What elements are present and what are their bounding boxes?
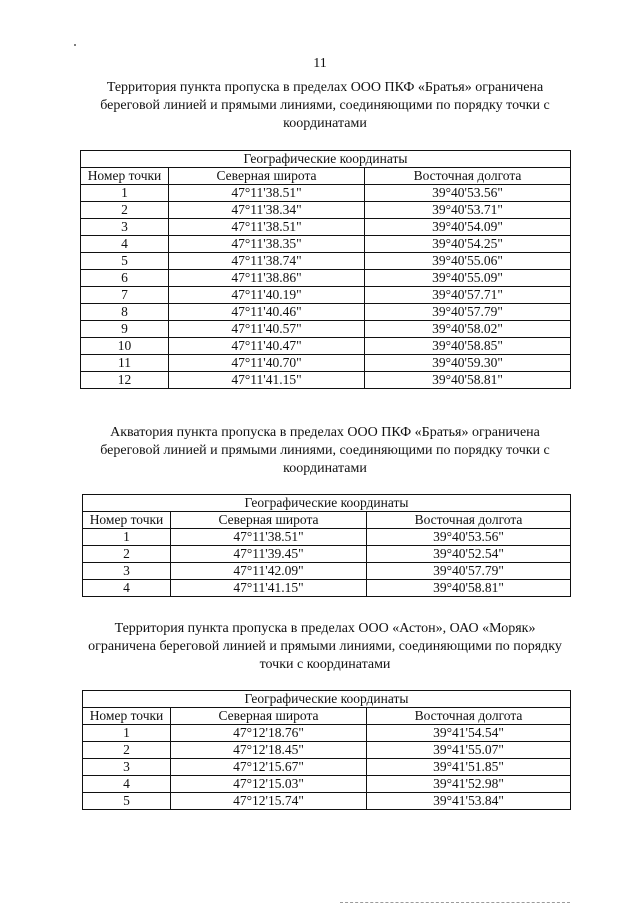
latitude-cell: 47°11'40.19" [169,287,365,304]
col-north-latitude: Северная широта [169,168,365,185]
longitude-cell: 39°41'51.85" [367,759,571,776]
longitude-cell: 39°41'52.98" [367,776,571,793]
table-row [83,529,571,546]
point-number-cell: 3 [81,219,169,236]
latitude-cell: 47°11'38.35" [169,236,365,253]
coordinates-table-2 [82,494,571,597]
caption-line: Акватория пункта пропуска в пределах ООО ПКФ «Братья» ограничена [110,425,540,440]
point-number-cell: 1 [83,725,171,742]
latitude-cell: 47°11'39.45" [171,546,367,563]
latitude-cell: 47°11'42.09" [171,563,367,580]
col-east-longitude: Восточная долгота [365,168,571,185]
latitude-cell: 47°11'40.47" [169,338,365,355]
point-number-cell: 4 [83,580,171,597]
geo-coordinates-header: Географические координаты [83,495,571,512]
latitude-cell: 47°11'40.57" [169,321,365,338]
longitude-cell: 39°40'58.81" [367,580,571,597]
latitude-cell: 47°11'38.86" [169,270,365,287]
caption-line: координатами [283,461,367,476]
point-number-cell: 6 [81,270,169,287]
col-north-latitude: Северная широта [171,512,367,529]
longitude-cell: 39°40'55.09" [365,270,571,287]
point-number-cell: 11 [81,355,169,372]
footer-dashed-rule [340,902,570,903]
table-row [83,725,571,742]
longitude-cell: 39°40'58.81" [365,372,571,389]
caption-line: координатами [283,116,367,131]
latitude-cell: 47°11'38.51" [171,529,367,546]
longitude-cell: 39°40'53.56" [365,185,571,202]
point-number-cell: 4 [81,236,169,253]
caption-line: береговой линией и прямыми линиями, соединяющими по порядку точки с [100,443,550,458]
page-number: 11 [313,56,327,71]
col-point-number: Номер точки [83,512,171,529]
point-number-cell: 10 [81,338,169,355]
coordinates-table-3 [82,690,571,810]
table-row [83,793,571,810]
latitude-cell: 47°11'38.51" [169,185,365,202]
table-row [83,759,571,776]
table-row [81,185,571,202]
longitude-cell: 39°40'55.06" [365,253,571,270]
longitude-cell: 39°41'54.54" [367,725,571,742]
caption-line: ограничена береговой линией и прямыми линиями, соединяющими по порядку [88,639,562,654]
latitude-cell: 47°11'38.74" [169,253,365,270]
longitude-cell: 39°40'54.25" [365,236,571,253]
geo-coordinates-header: Географические координаты [81,151,571,168]
point-number-cell: 5 [81,253,169,270]
latitude-cell: 47°12'18.76" [171,725,367,742]
latitude-cell: 47°11'40.46" [169,304,365,321]
scan-speck [74,44,76,46]
longitude-cell: 39°40'57.71" [365,287,571,304]
table-row [83,580,571,597]
point-number-cell: 1 [83,529,171,546]
point-number-cell: 5 [83,793,171,810]
point-number-cell: 7 [81,287,169,304]
point-number-cell: 8 [81,304,169,321]
table-row [83,776,571,793]
longitude-cell: 39°41'55.07" [367,742,571,759]
point-number-cell: 1 [81,185,169,202]
table-row [81,321,571,338]
longitude-cell: 39°40'57.79" [365,304,571,321]
latitude-cell: 47°11'40.70" [169,355,365,372]
point-number-cell: 2 [83,546,171,563]
col-point-number: Номер точки [81,168,169,185]
col-north-latitude: Северная широта [171,708,367,725]
longitude-cell: 39°40'53.71" [365,202,571,219]
point-number-cell: 2 [81,202,169,219]
longitude-cell: 39°40'59.30" [365,355,571,372]
section-1-caption [80,79,570,133]
longitude-cell: 39°40'58.85" [365,338,571,355]
latitude-cell: 47°12'15.03" [171,776,367,793]
table-row [81,338,571,355]
table-row [83,546,571,563]
latitude-cell: 47°11'38.34" [169,202,365,219]
geo-coordinates-header: Географические координаты [83,691,571,708]
caption-line: точки с координатами [259,657,391,672]
table-row [81,219,571,236]
point-number-cell: 12 [81,372,169,389]
latitude-cell: 47°11'38.51" [169,219,365,236]
point-number-cell: 4 [83,776,171,793]
caption-line: Территория пункта пропуска в пределах ООО ПКФ «Братья» ограничена [106,80,544,95]
table-row [81,270,571,287]
point-number-cell: 3 [83,759,171,776]
section-3-caption [80,620,570,674]
table-row [83,742,571,759]
table-row [81,372,571,389]
table-row [81,202,571,219]
longitude-cell: 39°40'54.09" [365,219,571,236]
caption-line: Территория пункта пропуска в пределах ООО «Астон», ОАО «Моряк» [114,621,536,636]
point-number-cell: 3 [83,563,171,580]
longitude-cell: 39°40'58.02" [365,321,571,338]
section-2-caption [80,424,570,478]
longitude-cell: 39°40'53.56" [367,529,571,546]
table-row [81,236,571,253]
latitude-cell: 47°12'15.74" [171,793,367,810]
longitude-cell: 39°41'53.84" [367,793,571,810]
table-row [81,253,571,270]
table-row [81,355,571,372]
point-number-cell: 9 [81,321,169,338]
caption-line: береговой линией и прямыми линиями, соединяющими по порядку точки с [100,98,550,113]
latitude-cell: 47°12'18.45" [171,742,367,759]
longitude-cell: 39°40'52.54" [367,546,571,563]
latitude-cell: 47°12'15.67" [171,759,367,776]
latitude-cell: 47°11'41.15" [171,580,367,597]
coordinates-table-1 [80,150,571,389]
point-number-cell: 2 [83,742,171,759]
col-point-number: Номер точки [83,708,171,725]
col-east-longitude: Восточная долгота [367,708,571,725]
table-row [81,304,571,321]
col-east-longitude: Восточная долгота [367,512,571,529]
table-row [81,287,571,304]
table-row [83,563,571,580]
longitude-cell: 39°40'57.79" [367,563,571,580]
latitude-cell: 47°11'41.15" [169,372,365,389]
